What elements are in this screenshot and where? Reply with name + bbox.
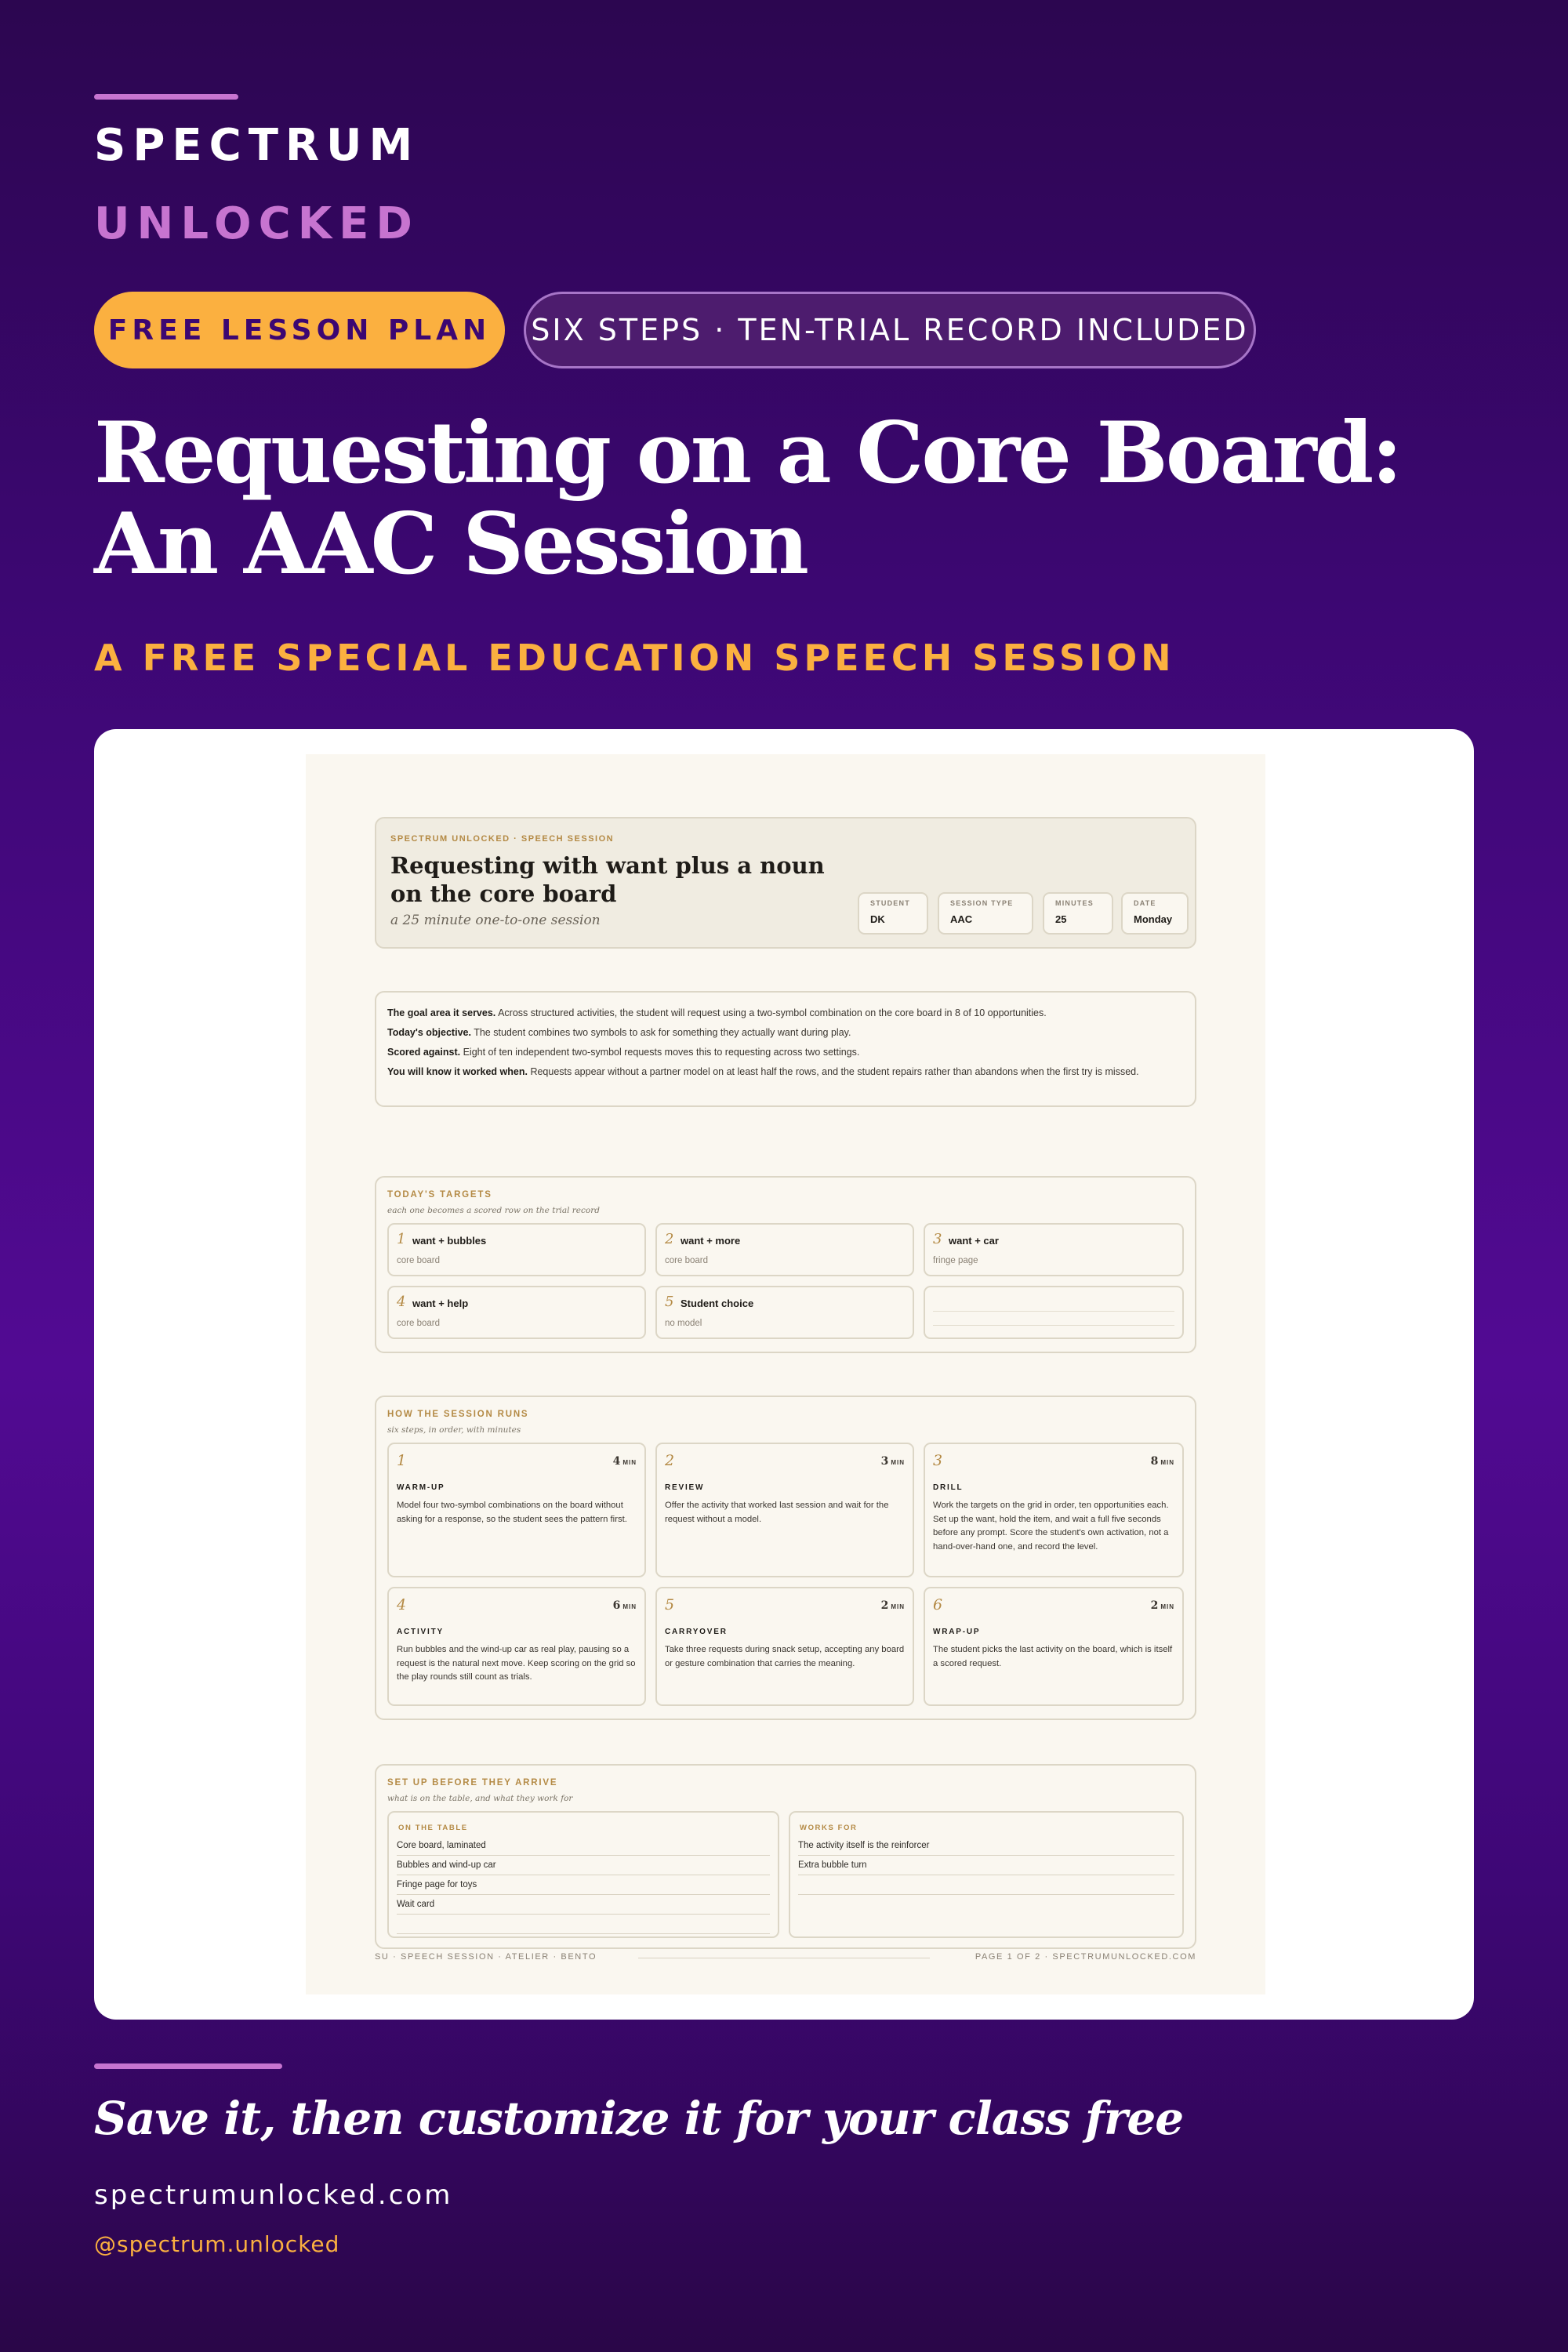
list-item: Wait card [397, 1895, 770, 1915]
document-footer-left: SU · SPEECH SESSION · ATELIER · BENTO [375, 1952, 597, 1962]
goal-line: Scored against. Eight of ten independent two-symbol requests moves this to requesting across two settings. [387, 1047, 860, 1058]
list-item: Bubbles and wind-up car [397, 1856, 770, 1875]
setup-section [375, 1764, 1196, 1949]
session-steps-section [375, 1396, 1196, 1720]
page-title-line1: Requesting on a Core Board: [94, 404, 1401, 503]
cta-text: Save it, then customize it for your class free [94, 2092, 1184, 2145]
brand-name-line2: UNLOCKED [94, 198, 419, 249]
lesson-plan-document [306, 754, 1265, 1994]
document-preview-card [94, 729, 1474, 2020]
step-card: 1 4 MIN WARM-UP Model four two-symbol combinations on the board without asking for a response, so the student sees the pattern first. [387, 1443, 646, 1577]
document-footer-right: PAGE 1 OF 2 · SPECTRUMUNLOCKED.COM [975, 1952, 1196, 1962]
targets-subtitle: each one becomes a scored row on the trial record [387, 1206, 600, 1215]
step-card: 2 3 MIN REVIEW Offer the activity that worked last session and wait for the request without a model. [655, 1443, 914, 1577]
target-tile: 1 want + bubbles core board [387, 1223, 646, 1276]
on-the-table-list: ON THE TABLE Core board, laminated Bubbles and wind-up car Fringe page for toys Wait card [387, 1811, 779, 1938]
step-card: 4 6 MIN ACTIVITY Run bubbles and the wind-up car as real play, pausing so a request is the natural next move. Keep scoring on the grid so the play rounds still count as trials. [387, 1587, 646, 1706]
targets-section [375, 1176, 1196, 1353]
list-item-blank [798, 1875, 1174, 1895]
step-card: 5 2 MIN CARRYOVER Take three requests during snack setup, accepting any board or gesture combination that carries the meaning. [655, 1587, 914, 1706]
goal-line: Today's objective. The student combines two symbols to ask for something they actually want during play. [387, 1027, 851, 1038]
goal-line: You will know it worked when. Requests appear without a partner model on at least half the rows, and the student repairs rather than abandons when the first try is missed. [387, 1066, 1139, 1077]
steps-title: HOW THE SESSION RUNS [387, 1410, 529, 1419]
target-tile-blank [924, 1286, 1184, 1339]
meta-student: STUDENT DK [858, 892, 928, 935]
page-title [94, 404, 1505, 593]
brand-name-line1: SPECTRUM [94, 120, 420, 171]
step-card: 3 8 MIN DRILL Work the targets on the grid in order, ten opportunities each. Set up the want, hold the item, and wait a full five seconds before any prompt. Score the student's own activation, not a hand-over-hand one, and record the level. [924, 1443, 1184, 1577]
targets-title: TODAY'S TARGETS [387, 1190, 492, 1200]
list-item: The activity itself is the reinforcer [798, 1836, 1174, 1856]
meta-session-type: SESSION TYPE AAC [938, 892, 1033, 935]
setup-title: SET UP BEFORE THEY ARRIVE [387, 1778, 558, 1788]
document-header [375, 817, 1196, 949]
social-handle[interactable]: @spectrum.unlocked [94, 2231, 340, 2257]
steps-subtitle: six steps, in order, with minutes [387, 1425, 521, 1435]
meta-minutes: MINUTES 25 [1043, 892, 1113, 935]
document-title: Requesting with want plus a noun on the core board [390, 852, 825, 907]
list-item: Fringe page for toys [397, 1875, 770, 1895]
website-link[interactable]: spectrumunlocked.com [94, 2180, 453, 2211]
goals-section [375, 991, 1196, 1107]
meta-date: DATE Monday [1121, 892, 1189, 935]
list-item: Core board, laminated [397, 1836, 770, 1856]
cta-accent-bar [94, 2063, 282, 2069]
free-lesson-plan-badge: FREE LESSON PLAN [94, 292, 505, 368]
target-tile: 4 want + help core board [387, 1286, 646, 1339]
works-for-list: WORKS FOR The activity itself is the reinforcer Extra bubble turn [789, 1811, 1184, 1938]
target-tile: 5 Student choice no model [655, 1286, 914, 1339]
brand-accent-bar [94, 94, 238, 100]
step-card: 6 2 MIN WRAP-UP The student picks the last activity on the board, which is itself a scored request. [924, 1587, 1184, 1706]
document-subtitle: a 25 minute one-to-one session [390, 913, 601, 928]
setup-subtitle: what is on the table, and what they work for [387, 1794, 573, 1803]
goal-line: The goal area it serves. Across structured activities, the student will request using a two-symbol combination on the core board in 8 of 10 opportunities. [387, 1007, 1047, 1018]
target-tile: 2 want + more core board [655, 1223, 914, 1276]
session-info-badge: SIX STEPS · TEN-TRIAL RECORD INCLUDED [524, 292, 1256, 368]
list-item: Extra bubble turn [798, 1856, 1174, 1875]
page-title-line2: An AAC Session [94, 495, 807, 593]
document-eyebrow: SPECTRUM UNLOCKED · SPEECH SESSION [390, 834, 615, 844]
target-tile: 3 want + car fringe page [924, 1223, 1184, 1276]
list-item-blank [397, 1915, 770, 1934]
page-subtitle: A FREE SPECIAL EDUCATION SPEECH SESSION [94, 637, 1175, 679]
